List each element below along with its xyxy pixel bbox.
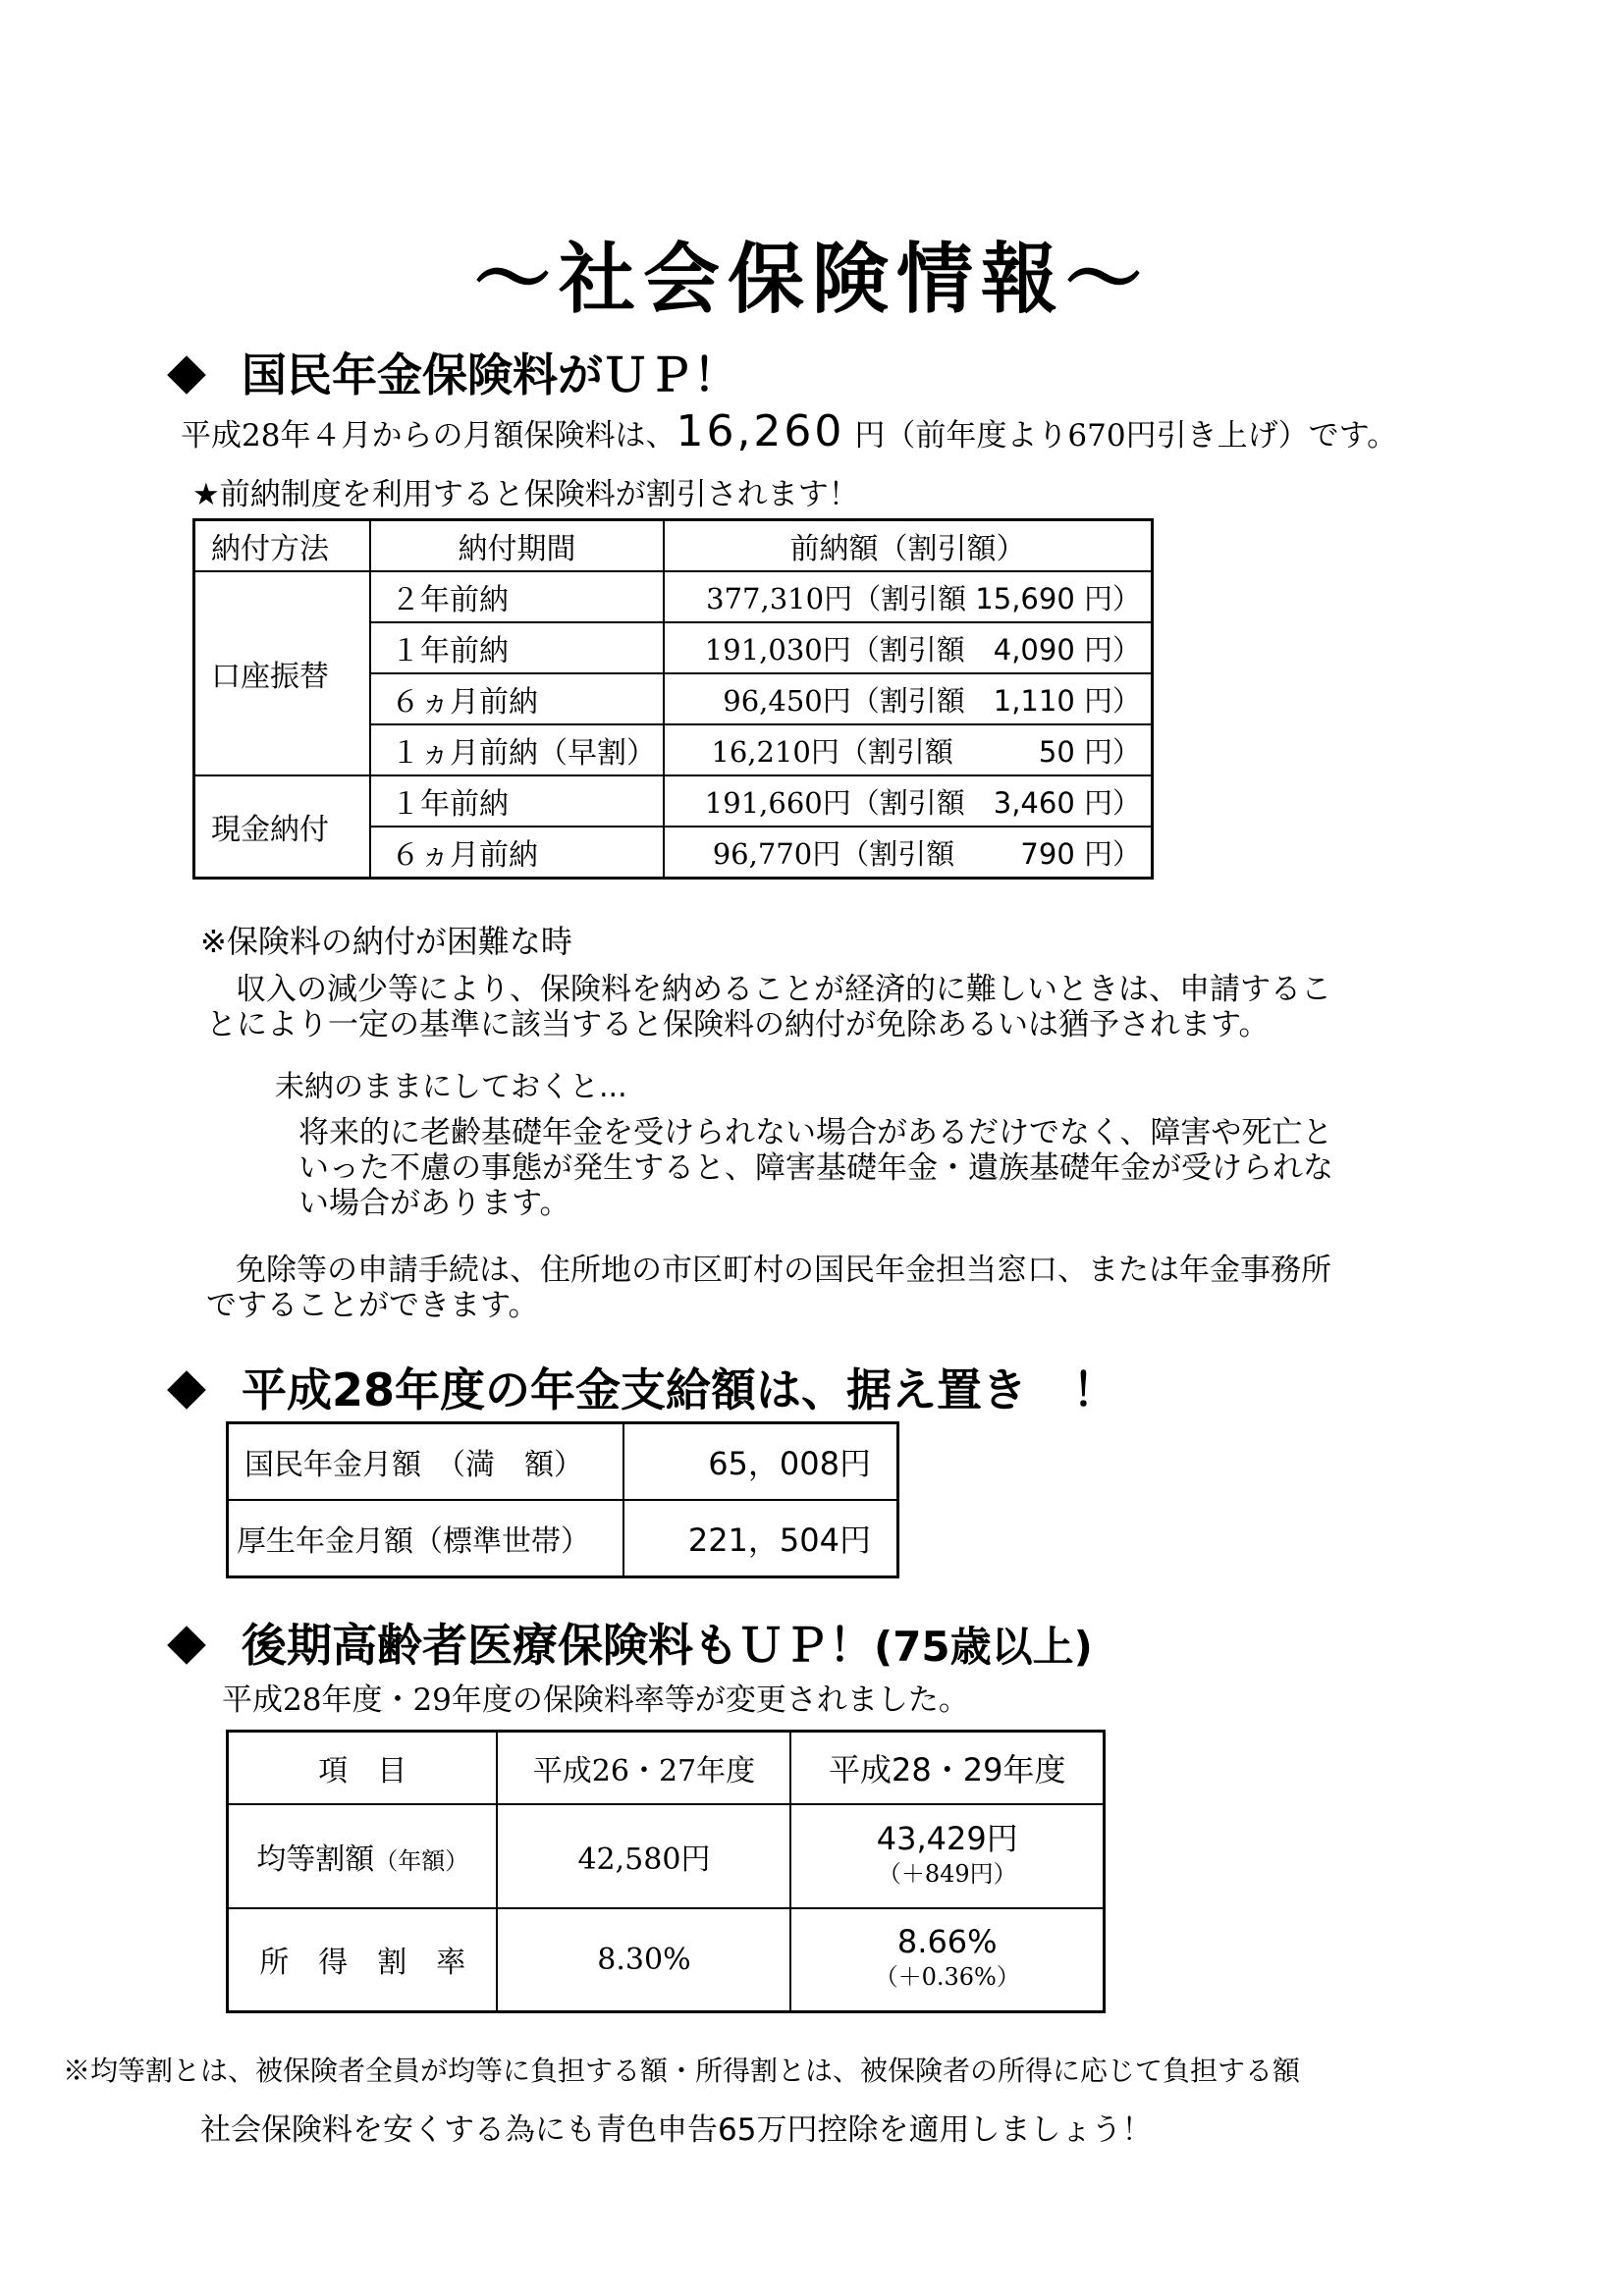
- unpaid-heading: 未納のままにしておくと...: [275, 1070, 627, 1104]
- prepay-amount: 191,660円（割引額 3,460 円）: [664, 775, 1152, 827]
- unpaid-text-line: いった不慮の事態が発生すると、障害基礎年金・遺族基礎年金が受けられな: [298, 1150, 1333, 1186]
- pension-value: 221，504円: [623, 1500, 897, 1577]
- table-row: [228, 1804, 1105, 1908]
- item-label: 所 得 割 率: [228, 1908, 498, 2012]
- apply-text-line: ですることができます。: [206, 1288, 539, 1323]
- section-heading-text: 国民年金保険料がＵＰ！: [242, 348, 738, 401]
- footnote: ※均等割とは、被保険者全員が均等に負担する額・所得割とは、被保険者の所得に応じて負担する額: [63, 2055, 1301, 2087]
- table-header: 納付方法: [194, 520, 370, 572]
- premium-amount: 16,260: [676, 406, 845, 456]
- table-row: [228, 1500, 898, 1577]
- page-title: ～社会保険情報～: [473, 236, 1150, 324]
- old-value: 8.30%: [497, 1908, 790, 2012]
- table-row: [194, 571, 1153, 622]
- payment-method: 現金納付: [194, 775, 370, 879]
- table-row: [194, 775, 1153, 827]
- payment-method: 口座振替: [194, 571, 370, 775]
- pension-label: 厚生年金月額（標準世帯）: [228, 1500, 624, 1577]
- new-value: 8.66% （＋0.36%）: [790, 1908, 1104, 2012]
- payment-period: １ヵ月前納（早割）: [370, 724, 664, 775]
- apply-text-line: 免除等の申請手続は、住所地の市区町村の国民年金担当窓口、または年金事務所: [236, 1253, 1331, 1288]
- premium-lead: [181, 406, 1397, 456]
- section-heading-suffix: (75歳以上): [874, 1623, 1093, 1671]
- pension-value: 65，008円: [623, 1423, 897, 1501]
- pension-amount-table: [226, 1421, 899, 1578]
- premium-lead-text: 平成28年４月からの月額保険料は、: [181, 418, 677, 454]
- payment-period: ２年前納: [370, 571, 664, 622]
- prepay-amount: 377,310円（割引額 15,690 円）: [664, 571, 1152, 622]
- elderly-lead: 平成28年度・29年度の保険料率等が変更されました。: [222, 1682, 969, 1718]
- prepay-amount: 191,030円（割引額 4,090 円）: [664, 622, 1152, 673]
- table-row: [228, 1908, 1105, 2012]
- table-header-row: [228, 1732, 1105, 1804]
- payment-period: ６ヵ月前納: [370, 673, 664, 724]
- diamond-bullet-icon: [167, 355, 206, 395]
- payment-period: ６ヵ月前納: [370, 827, 664, 879]
- section-heading-elderly-insurance: [173, 1610, 1093, 1675]
- table-header: 平成28・29年度: [790, 1732, 1104, 1804]
- item-label: 均等割額（年額）: [228, 1804, 498, 1908]
- pension-label: 国民年金月額 （満 額）: [228, 1423, 624, 1501]
- section-heading-text: 平成28年度の年金支給額は、据え置き ！: [242, 1363, 1118, 1416]
- closing-message: 社会保険料を安くする為にも青色申告65万円控除を適用しましょう！: [200, 2112, 1153, 2148]
- payment-period: １年前納: [370, 775, 664, 827]
- table-header: 平成26・27年度: [497, 1732, 790, 1804]
- elderly-insurance-table: [226, 1730, 1106, 2013]
- unpaid-text-line: い場合があります。: [298, 1186, 570, 1221]
- hardship-heading: ※保険料の納付が困難な時: [200, 923, 572, 960]
- unpaid-text-line: 将来的に老齢基礎年金を受けられない場合があるだけでなく、障害や死亡と: [298, 1115, 1333, 1150]
- diamond-bullet-icon: [167, 1626, 206, 1665]
- section-heading-pension-premium: [173, 340, 738, 404]
- hardship-text-line: 収入の減少等により、保険料を納めることが経済的に難しいときは、申請するこ: [236, 972, 1331, 1007]
- prepay-amount: 16,210円（割引額 50 円）: [664, 724, 1152, 775]
- old-value: 42,580円: [497, 1804, 790, 1908]
- table-row: [228, 1423, 898, 1501]
- prepay-amount: 96,770円（割引額 790 円）: [664, 827, 1152, 879]
- prepay-amount: 96,450円（割引額 1,110 円）: [664, 673, 1152, 724]
- premium-lead-suffix: 円（前年度より670円引き上げ）です。: [854, 418, 1398, 454]
- prepay-table: [192, 518, 1154, 880]
- new-value: 43,429円 （＋849円）: [790, 1804, 1104, 1908]
- section-heading-pension-amount: [173, 1355, 1117, 1419]
- payment-period: １年前納: [370, 622, 664, 673]
- table-header: 納付期間: [370, 520, 664, 572]
- prepay-note: ★前納制度を利用すると保険料が割引されます！: [192, 477, 859, 512]
- hardship-text-line: とにより一定の基準に該当すると保険料の納付が免除あるいは猶予されます。: [206, 1007, 1270, 1042]
- section-heading-text: 後期高齢者医療保険料もＵＰ！: [242, 1619, 874, 1672]
- table-header-row: [194, 520, 1153, 572]
- diamond-bullet-icon: [167, 1370, 206, 1410]
- table-header: 前納額（割引額）: [664, 520, 1152, 572]
- table-header: 項 目: [228, 1732, 498, 1804]
